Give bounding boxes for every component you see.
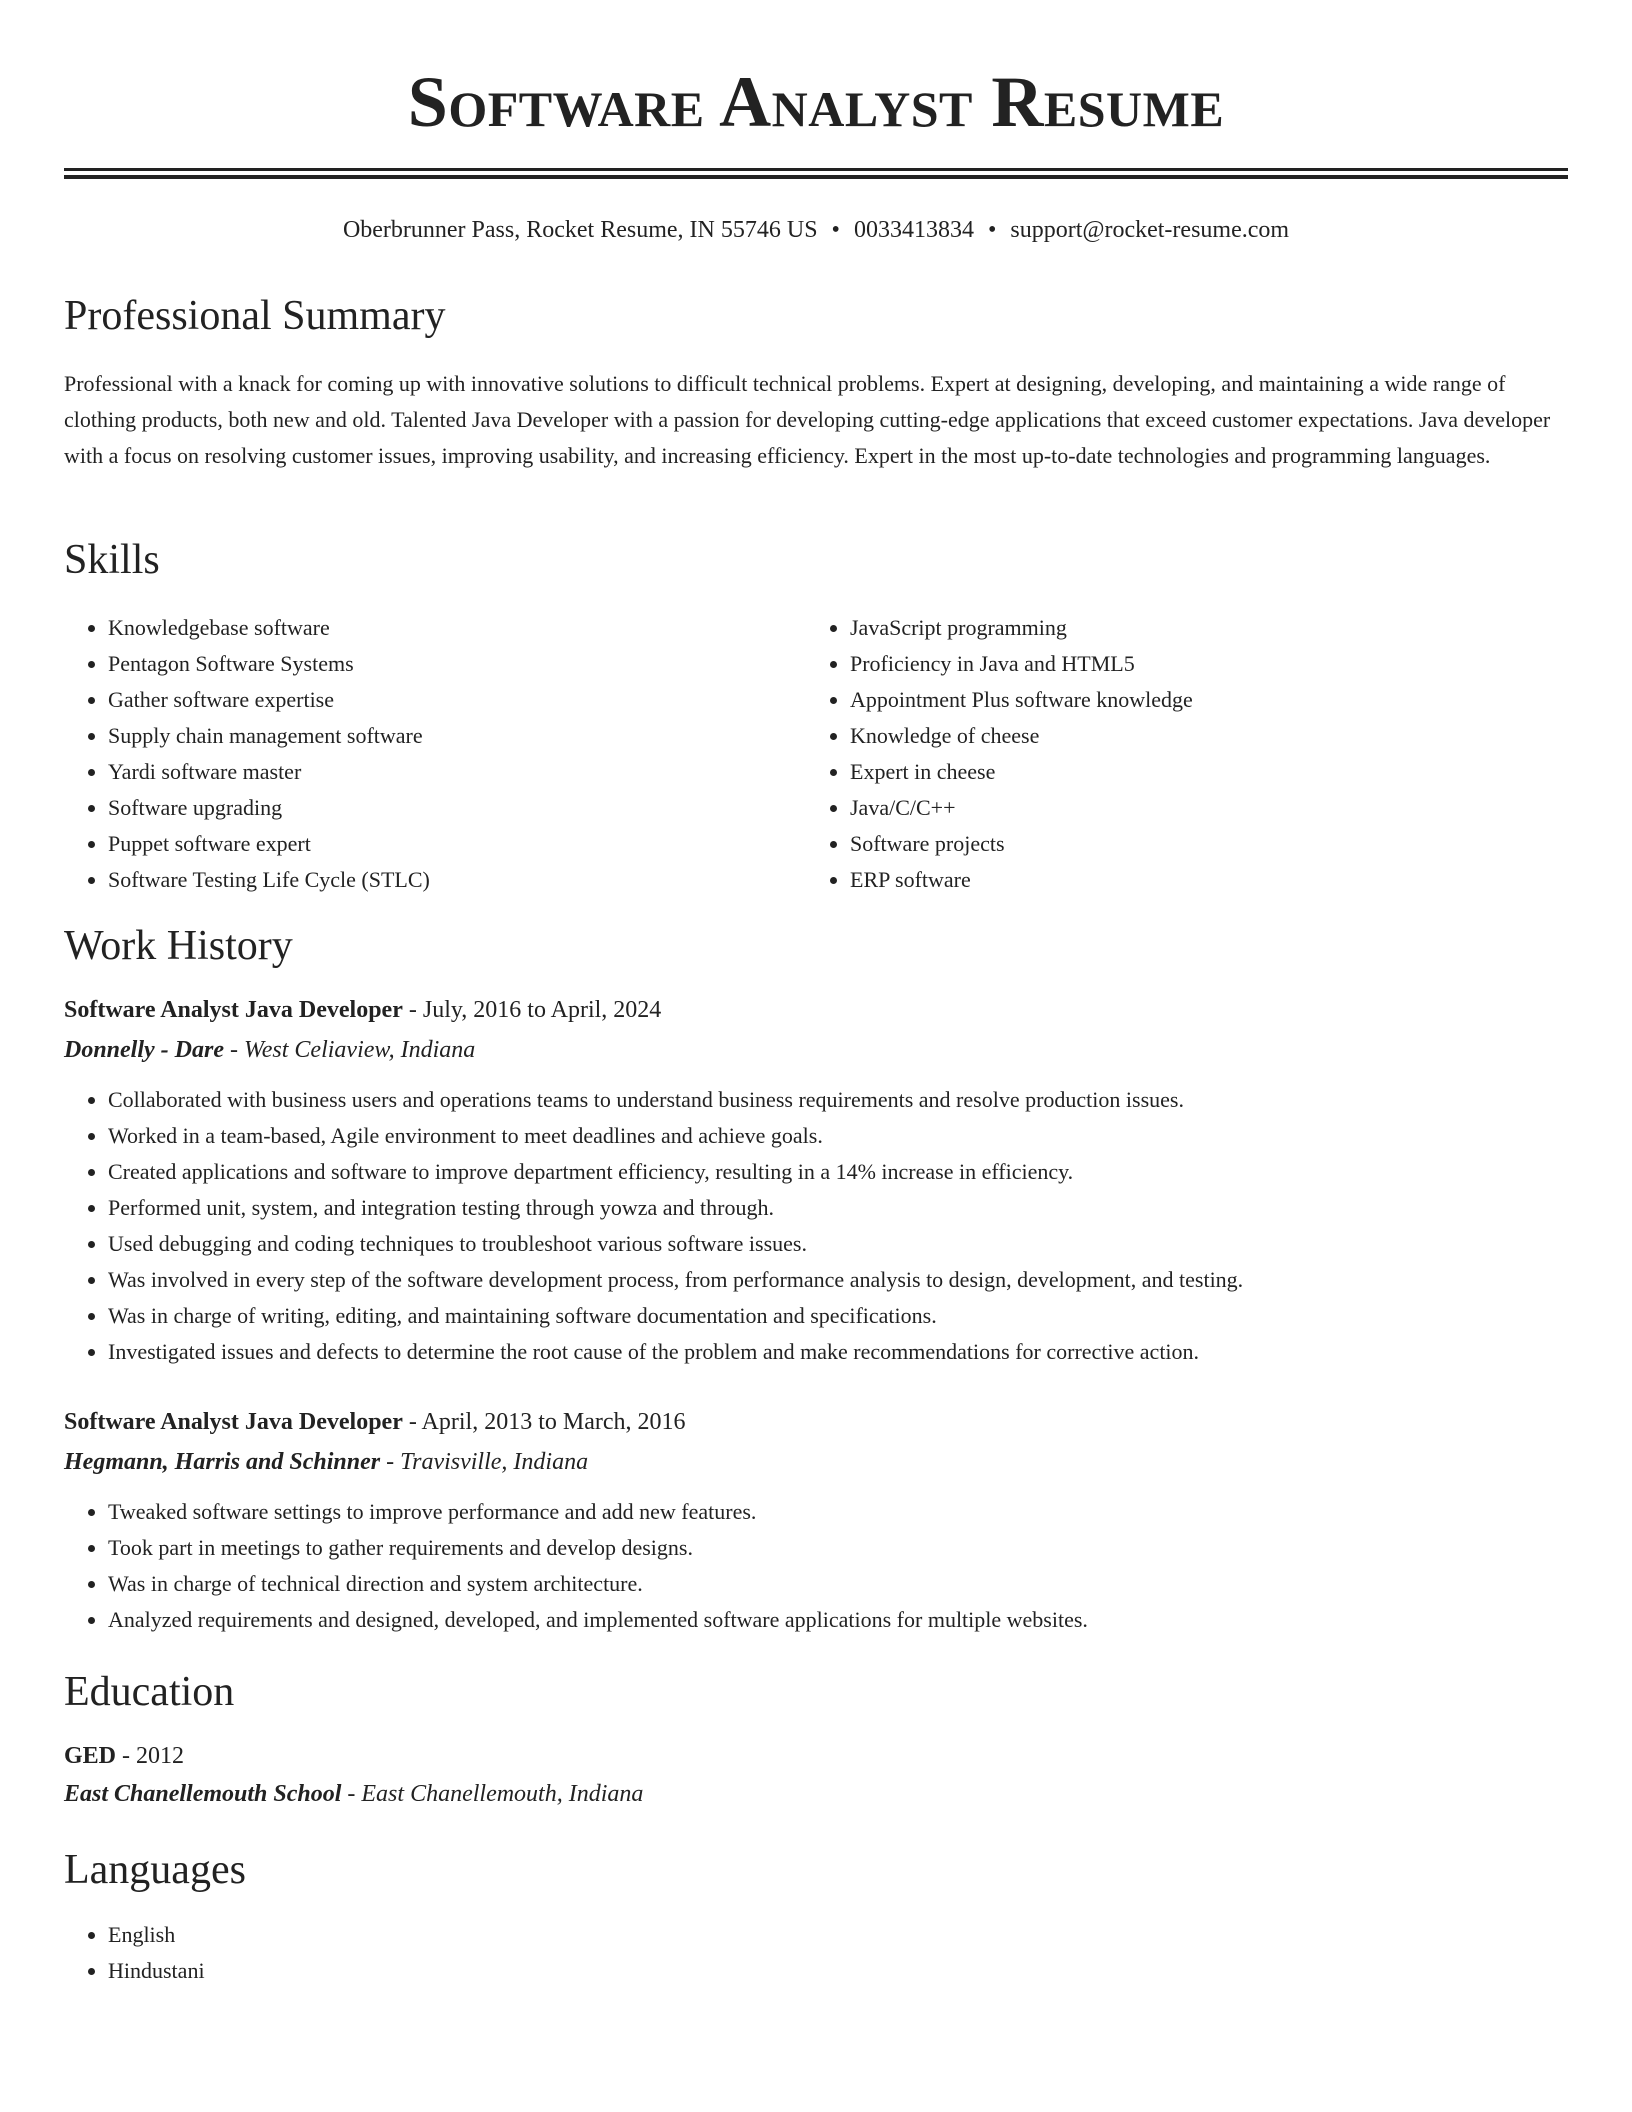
skill-item: • ERP software — [850, 862, 1548, 898]
job-title: Software Analyst Java Developer — [64, 997, 403, 1023]
education-school: East Chanellemouth School — [64, 1781, 342, 1807]
job-location: - Travisville, Indiana — [380, 1449, 589, 1475]
skill-item: • Puppet software expert — [108, 826, 806, 862]
skill-item: • Gather software expertise — [108, 682, 806, 718]
skill-item: • Supply chain management software — [108, 718, 806, 754]
resume-page — [64, 0, 1568, 1983]
education-location: - East Chanellemouth, Indiana — [341, 1781, 644, 1807]
education-degree: GED — [64, 1743, 117, 1769]
education-degree-line — [64, 1740, 184, 1772]
contact-separator: • — [831, 217, 840, 243]
contact-address: Oberbrunner Pass, Rocket Resume, IN 55746 US — [342, 217, 818, 243]
job-bullet: • Used debugging and coding techniques to troubleshoot various software issues. — [108, 1226, 1568, 1262]
job-title-line — [64, 994, 661, 1026]
job-bullet: • Tweaked software settings to improve performance and add new features. — [108, 1494, 1568, 1530]
skill-item: • Software Testing Life Cycle (STLC) — [108, 862, 806, 898]
skill-item: • Knowledge of cheese — [850, 718, 1548, 754]
job-bullet: • Performed unit, system, and integration testing through yowza and through. — [108, 1190, 1568, 1226]
skills-column-right — [806, 610, 1548, 898]
job-bullet: • Collaborated with business users and operations teams to understand business requirements and resolve production issues. — [108, 1082, 1568, 1118]
job-dates: - April, 2013 to March, 2016 — [402, 1409, 686, 1435]
language-item: • English — [108, 1917, 1568, 1953]
job-bullet: • Investigated issues and defects to determine the root cause of the problem and make recommendations for corrective action. — [108, 1334, 1568, 1370]
skill-item: • Proficiency in Java and HTML5 — [850, 646, 1548, 682]
job-company: Donnelly - Dare — [64, 1037, 224, 1063]
education-heading: Education — [64, 1669, 235, 1715]
job-bullet: • Was involved in every step of the software development process, from performance analysis to design, development, and testing. — [108, 1262, 1568, 1298]
skills-column-left — [64, 610, 806, 898]
job-bullets — [64, 1082, 1568, 1370]
job-bullet: • Took part in meetings to gather requirements and develop designs. — [108, 1530, 1568, 1566]
title-rule-thin — [64, 168, 1568, 171]
summary-heading: Professional Summary — [64, 293, 446, 339]
languages-list — [64, 1917, 1568, 1989]
summary-text: Professional with a knack for coming up with innovative solutions to difficult technical problems. Expert at designing, developing, and maintaining a wide range of clothing products, both new and old. Talented Java Developer with a passion for developing cutting-edge applications that exceed customer expectations. Java developer with a focus on resolving customer issues, improving usability, and increasing efficiency. Expert in the most up-to-date technologies and programming languages. — [64, 371, 1551, 468]
contact-line — [64, 214, 1568, 246]
skill-item: • Knowledgebase software — [108, 610, 806, 646]
contact-phone: 0033413834 — [853, 217, 974, 243]
job-bullet: • Analyzed requirements and designed, developed, and implemented software applications for multiple websites. — [108, 1602, 1568, 1638]
language-item: • Hindustani — [108, 1953, 1568, 1989]
contact-separator: • — [987, 217, 997, 243]
job-company: Hegmann, Harris and Schinner — [64, 1449, 381, 1475]
job-bullet: • Was in charge of writing, editing, and maintaining software documentation and specifications. — [108, 1298, 1568, 1334]
job-title-line — [64, 1406, 686, 1438]
job-dates: - July, 2016 to April, 2024 — [402, 997, 662, 1023]
job-title: Software Analyst Java Developer — [64, 1409, 403, 1435]
skill-item: • Software upgrading — [108, 790, 806, 826]
skills-heading: Skills — [64, 537, 160, 583]
skill-item: • Software projects — [850, 826, 1548, 862]
work-history-heading: Work History — [64, 923, 293, 969]
education-year: - 2012 — [116, 1743, 185, 1769]
job-bullets — [64, 1494, 1568, 1638]
education-school-line — [64, 1778, 643, 1810]
contact-email: support@rocket-resume.com — [1010, 217, 1290, 243]
job-location: - West Celiaview, Indiana — [223, 1037, 476, 1063]
job-bullet: • Created applications and software to improve department efficiency, resulting in a 14% increase in efficiency. — [108, 1154, 1568, 1190]
resume-title: Software Analyst Resume — [407, 62, 1225, 142]
skills-list — [64, 610, 1568, 898]
skill-item: • Appointment Plus software knowledge — [850, 682, 1548, 718]
job-company-line — [64, 1034, 475, 1066]
skill-item: • Yardi software master — [108, 754, 806, 790]
skill-item: • Java/C/C++ — [850, 790, 1548, 826]
job-company-line — [64, 1446, 588, 1478]
title-rule-thick — [64, 175, 1568, 179]
skill-item: • Expert in cheese — [850, 754, 1548, 790]
job-bullet: • Was in charge of technical direction and system architecture. — [108, 1566, 1568, 1602]
languages-heading: Languages — [64, 1847, 246, 1893]
job-bullet: • Worked in a team-based, Agile environment to meet deadlines and achieve goals. — [108, 1118, 1568, 1154]
skill-item: • Pentagon Software Systems — [108, 646, 806, 682]
skill-item: • JavaScript programming — [850, 610, 1548, 646]
